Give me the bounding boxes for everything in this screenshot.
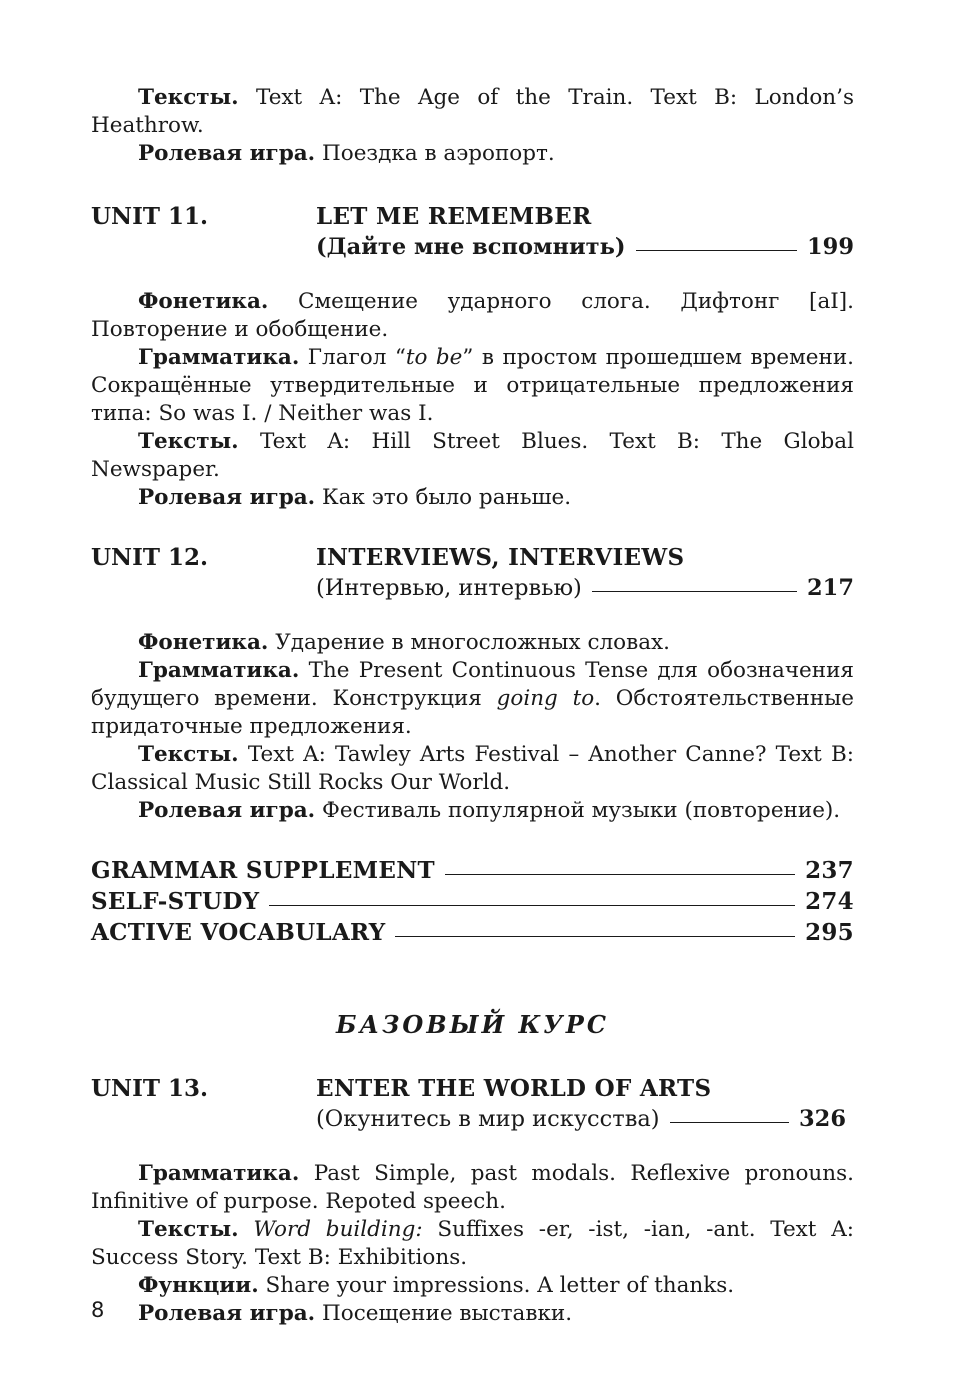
- toc-label: SELF-STUDY: [91, 888, 260, 915]
- texts-value: Text A: Tawley Arts Festival – Another Canne? Text B: Classical Music Still Rocks Our World.: [91, 742, 854, 795]
- unit-title: INTERVIEWS, INTERVIEWS: [316, 544, 685, 571]
- unit-number: UNIT 11.: [91, 203, 208, 230]
- toc-label: ACTIVE VOCABULARY: [91, 919, 386, 946]
- page-number: 8: [91, 1298, 105, 1322]
- toc-label: GRAMMAR SUPPLEMENT: [91, 857, 435, 884]
- role-play-label: Ролевая игра.: [138, 141, 316, 166]
- grammar-value: Глагол “: [307, 345, 406, 370]
- role-play-value: Фестиваль популярной музыки (повторение).: [322, 798, 841, 823]
- toc-supplements: [91, 855, 854, 948]
- texts-value: Text A: Hill Street Blues. Text B: The Global Newspaper.: [91, 429, 854, 482]
- unit-subtitle-row: [316, 232, 854, 263]
- unit-number: UNIT 12.: [91, 544, 208, 571]
- grammar-line: [91, 344, 854, 428]
- role-play-label: Ролевая игра.: [138, 798, 316, 823]
- role-play-value: Посещение выставки.: [322, 1301, 573, 1326]
- unit-subtitle: (Окунитесь в мир искусства): [316, 1106, 660, 1132]
- grammar-label: Грамматика.: [138, 658, 300, 683]
- grammar-value-cont: ” в простом прошедшем времени. Сокращённые утвердительные и отрицательные предложения типа: So was I. / Neither was I.: [91, 345, 855, 426]
- grammar-value-cont: . Обстоятельственные придаточные предложения.: [91, 686, 854, 739]
- functions-label: Функции.: [138, 1273, 259, 1298]
- phonetics-line: [91, 629, 854, 657]
- texts-line: [91, 741, 854, 797]
- unit-subtitle-row: [316, 1104, 846, 1135]
- texts-line: [91, 84, 854, 140]
- role-play-line: [91, 484, 854, 512]
- role-play-value: Поездка в аэропорт.: [322, 141, 555, 166]
- leader-line: [592, 591, 797, 592]
- leader-line: [636, 250, 797, 251]
- texts-label: Тексты.: [138, 742, 239, 767]
- page-number-ref: 274: [805, 888, 854, 915]
- grammar-label: Грамматика.: [138, 345, 300, 370]
- toc-row-grammar-supplement: [91, 855, 854, 886]
- role-play-line: [91, 140, 854, 168]
- texts-label: Тексты.: [138, 1217, 239, 1242]
- unit-13-description: [91, 1160, 854, 1328]
- grammar-line: [91, 1160, 854, 1216]
- leader-line: [445, 874, 795, 875]
- phonetics-value: Ударение в многосложных словах.: [275, 630, 671, 655]
- leader-line: [670, 1122, 789, 1123]
- unit-subtitle: (Интервью, интервью): [316, 575, 582, 601]
- section-title: БАЗОВЫЙ КУРС: [336, 1010, 609, 1039]
- page-number-ref: 326: [799, 1106, 846, 1132]
- toc-row-self-study: [91, 886, 854, 917]
- grammar-value: The Present Continuous Tense для обозначения будущего времени. Конструкция: [91, 658, 854, 711]
- unit-title: ENTER THE WORLD OF ARTS: [316, 1075, 712, 1102]
- texts-label: Тексты.: [138, 429, 239, 454]
- texts-label: Тексты.: [138, 85, 239, 110]
- unit-11-heading: [91, 202, 854, 263]
- page-content: [91, 84, 854, 1328]
- unit-13-heading: [91, 1074, 854, 1135]
- unit-subtitle: (Дайте мне вспомнить): [316, 234, 626, 260]
- role-play-line: [91, 1300, 854, 1328]
- role-play-line: [91, 797, 854, 825]
- page-number-ref: 199: [807, 234, 854, 260]
- unit-12-description: [91, 629, 854, 825]
- grammar-label: Грамматика.: [138, 1161, 300, 1186]
- grammar-term: to be: [405, 345, 463, 370]
- page-number-ref: 295: [805, 919, 854, 946]
- role-play-label: Ролевая игра.: [138, 1301, 316, 1326]
- functions-line: [91, 1272, 854, 1300]
- grammar-term: going to: [496, 686, 595, 711]
- phonetics-label: Фонетика.: [138, 630, 269, 655]
- texts-value: Text A: The Age of the Train. Text B: London’s Heathrow.: [91, 85, 854, 138]
- unit-11-description: [91, 288, 854, 512]
- role-play-value: Как это было раньше.: [322, 485, 572, 510]
- unit-subtitle-row: [316, 573, 854, 604]
- texts-term: Word building:: [253, 1217, 423, 1242]
- phonetics-label: Фонетика.: [138, 289, 269, 314]
- leader-line: [269, 905, 795, 906]
- grammar-value: Past Simple, past modals. Reflexive pronouns. Infinitive of purpose. Repoted speech.: [91, 1161, 854, 1214]
- prev-unit-description: [91, 84, 854, 168]
- role-play-label: Ролевая игра.: [138, 485, 316, 510]
- page-number-ref: 217: [807, 575, 854, 601]
- unit-title: LET ME REMEMBER: [316, 203, 592, 230]
- grammar-line: [91, 657, 854, 741]
- page-number-ref: 237: [805, 857, 854, 884]
- texts-value: Suffixes -er, -ist, -ian, -ant. Text A: Success Story. Text B: Exhibitions.: [91, 1217, 854, 1270]
- texts-line: [91, 1216, 854, 1272]
- phonetics-line: [91, 288, 854, 344]
- texts-line: [91, 428, 854, 484]
- unit-number: UNIT 13.: [91, 1075, 208, 1102]
- leader-line: [395, 936, 795, 937]
- phonetics-value: Смещение ударного слога. Дифтонг [aI]. Повторение и обобщение.: [91, 289, 854, 342]
- functions-value: Share your impressions. A letter of thanks.: [265, 1273, 735, 1298]
- unit-12-heading: [91, 543, 854, 604]
- toc-row-active-vocabulary: [91, 917, 854, 948]
